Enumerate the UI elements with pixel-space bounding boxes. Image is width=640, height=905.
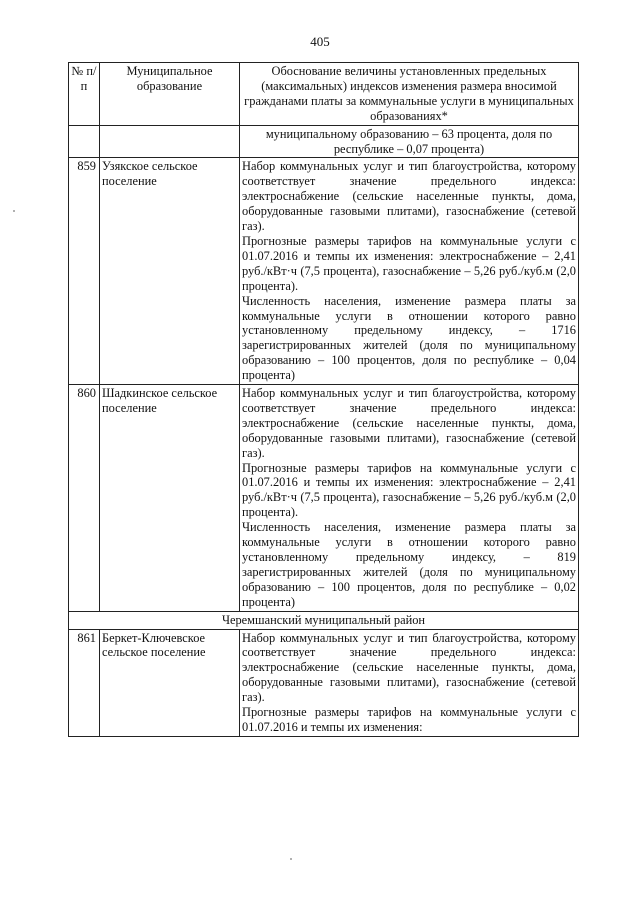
paragraph-services: Набор коммунальных услуг и тип благоустройства, которому соответствует значение предельного индекса: электроснабжение (сельские населенные пункты, дома, оборудованные газовыми плитами), газоснабжение (сетевой газ). bbox=[242, 159, 576, 234]
district-row bbox=[69, 611, 579, 629]
row-municipality: Беркет-Ключевское сельское поселение bbox=[100, 629, 240, 736]
header-municipality: Муниципальное образование bbox=[100, 63, 240, 126]
continuation-text: муниципальному образованию – 63 процента, доля по республике – 0,07 процента) bbox=[240, 125, 579, 158]
header-num: № п/п bbox=[69, 63, 100, 126]
paragraph-tariffs: Прогнозные размеры тарифов на коммунальные услуги с 01.07.2016 и темпы их изменения: электроснабжение – 2,41 руб./кВт·ч (7,5 процента), газоснабжение – 5,26 руб./куб.м (2,0 процента). bbox=[242, 233, 576, 293]
paragraph-population: Численность населения, изменение размера платы за коммунальные услуги в отношении которого равно установленному предельному индексу, – 1716 зарегистрированных жителей (доля по муниципальному образованию – 100 процентов, доля по республике – 0,04 процента) bbox=[242, 293, 576, 383]
table-row bbox=[69, 629, 579, 736]
district-heading: Черемшанский муниципальный район bbox=[69, 611, 579, 629]
row-justification bbox=[240, 158, 579, 385]
continuation-row bbox=[69, 125, 579, 158]
scan-speck bbox=[13, 210, 15, 212]
continuation-num-cell bbox=[69, 125, 100, 158]
continuation-municipality-cell bbox=[100, 125, 240, 158]
paragraph-tariffs: Прогнозные размеры тарифов на коммунальные услуги с 01.07.2016 и темпы их изменения: электроснабжение – 2,41 руб./кВт·ч (7,5 процента), газоснабжение – 5,26 руб./куб.м (2,0 процента). bbox=[242, 460, 576, 520]
row-number: 860 bbox=[69, 385, 100, 612]
row-number: 861 bbox=[69, 629, 100, 736]
scan-speck bbox=[290, 858, 292, 860]
tariff-table bbox=[68, 62, 579, 737]
row-municipality: Узякское сельское поселение bbox=[100, 158, 240, 385]
row-number: 859 bbox=[69, 158, 100, 385]
header-justification: Обоснование величины установленных предельных (максимальных) индексов изменения размера вносимой гражданами платы за коммунальные услуги в муниципальных образованиях* bbox=[240, 63, 579, 126]
table-row bbox=[69, 158, 579, 385]
table-row bbox=[69, 385, 579, 612]
row-justification bbox=[240, 629, 579, 736]
row-municipality: Шадкинское сельское поселение bbox=[100, 385, 240, 612]
page-number: 405 bbox=[310, 34, 330, 49]
row-justification bbox=[240, 385, 579, 612]
paragraph-services: Набор коммунальных услуг и тип благоустройства, которому соответствует значение предельного индекса: электроснабжение (сельские населенные пункты, дома, оборудованные газовыми плитами), газоснабжение (сетевой газ). bbox=[242, 386, 576, 460]
paragraph-tariffs: Прогнозные размеры тарифов на коммунальные услуги с 01.07.2016 и темпы их изменения: bbox=[242, 705, 576, 734]
paragraph-services: Набор коммунальных услуг и тип благоустройства, которому соответствует значение предельного индекса: электроснабжение (сельские населенные пункты, дома, оборудованные газовыми плитами), газоснабжение (сетевой газ). bbox=[242, 630, 576, 705]
table-header-row bbox=[69, 63, 579, 126]
paragraph-population: Численность населения, изменение размера платы за коммунальные услуги в отношении которого равно установленному предельному индексу, – 819 зарегистрированных жителей (доля по муниципальному образованию – 100 процентов, доля по республике – 0,02 процента) bbox=[242, 520, 576, 609]
